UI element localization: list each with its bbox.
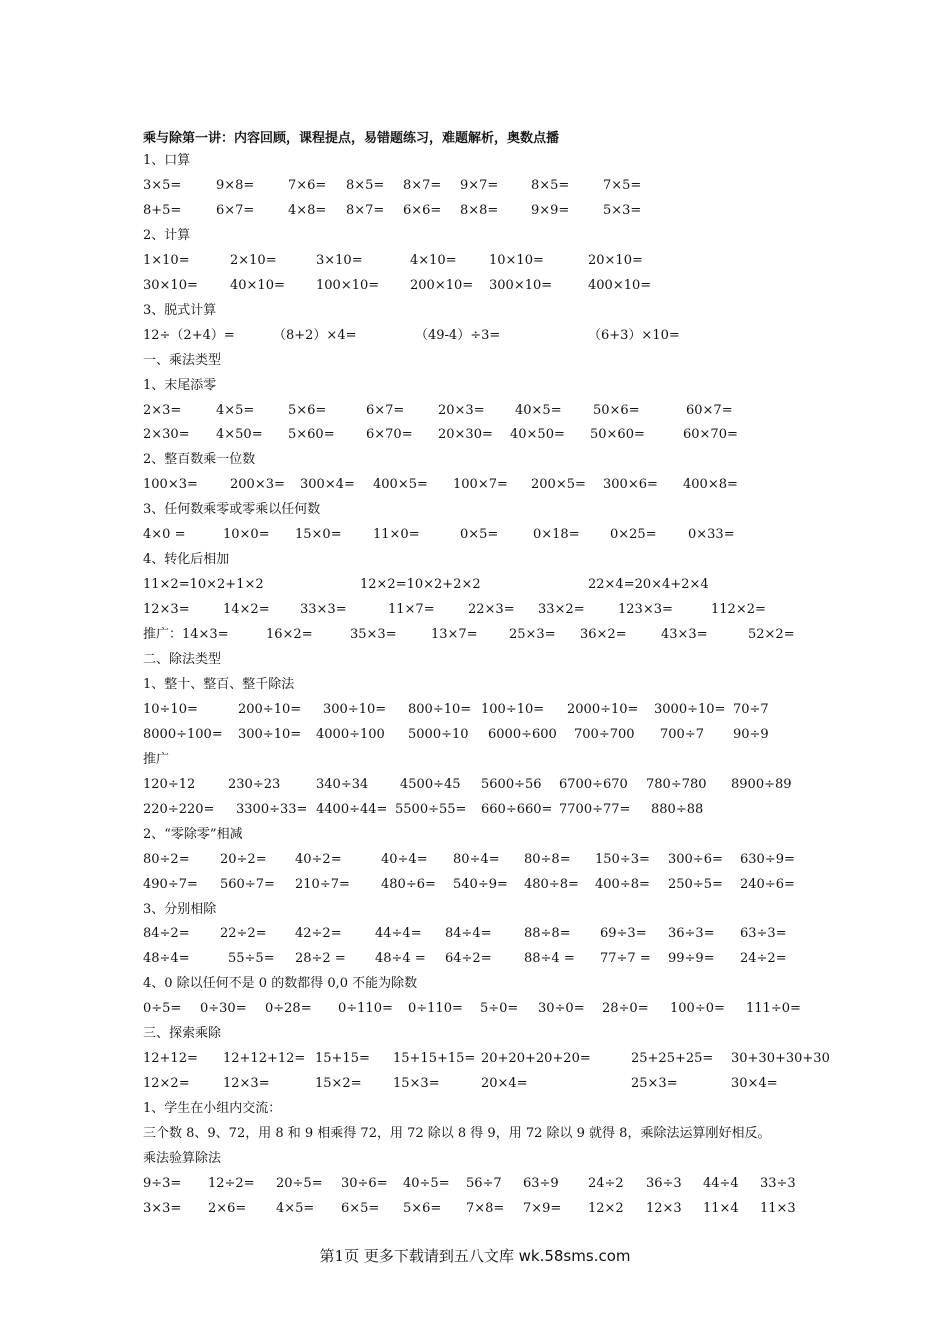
math-expression: 0×25= (610, 527, 657, 543)
math-expression: 24÷2= (740, 951, 787, 967)
math-expression: 4500÷45 (400, 776, 461, 792)
math-expression: 11×4 (703, 1200, 739, 1216)
math-expression: 200×5= (531, 477, 586, 493)
math-expression: 69÷3= (600, 926, 647, 942)
math-expression: 12×3 (646, 1200, 682, 1216)
math-expression: 16×2= (266, 627, 313, 643)
math-expression: 12×2 (588, 1200, 624, 1216)
math-expression: 50×60= (590, 427, 645, 443)
math-expression: 100÷0= (670, 1001, 725, 1017)
math-expression: 44÷4 (703, 1175, 739, 1191)
math-expression: 40÷2= (295, 851, 342, 867)
math-expression: 84÷4= (445, 926, 492, 942)
math-expression: 28÷2 = (295, 951, 346, 967)
math-expression: 5600÷56 (481, 776, 542, 792)
math-expression: 2×3= (143, 402, 182, 418)
line-text: 1、口算 (143, 153, 191, 168)
line-text: 乘法验算除法 (143, 1151, 222, 1166)
math-expression: 6×70= (366, 427, 413, 443)
math-expression: 2×30= (143, 427, 190, 443)
math-expression: 9×8= (216, 177, 255, 193)
math-expression: 42÷2= (295, 926, 342, 942)
math-expression: 30÷6= (341, 1175, 388, 1191)
math-expression: 7×6= (288, 177, 327, 193)
math-expression: 111÷0= (746, 1001, 801, 1017)
math-expression: 20+20+20+20= (481, 1051, 591, 1067)
math-expression: 8×5= (346, 177, 385, 193)
math-expression: 12÷2= (208, 1175, 255, 1191)
math-expression: 800÷10= (408, 701, 472, 717)
math-expression: 33÷3 (760, 1175, 796, 1191)
math-expression: 63÷3= (740, 926, 787, 942)
line-text: 3、分别相除 (143, 901, 217, 917)
math-expression: 3300÷33= (236, 801, 308, 817)
math-expression: 36×2= (580, 627, 627, 643)
math-expression: 52×2= (748, 627, 795, 643)
math-expression: 60×70= (683, 427, 738, 443)
math-expression: 0÷5= (143, 1001, 182, 1017)
math-expression: 15+15+15= (393, 1051, 476, 1067)
math-expression: 30×10= (143, 277, 198, 293)
math-expression: 13×7= (431, 627, 478, 643)
math-expression: 200÷10= (238, 701, 302, 717)
math-expression: 300×10= (489, 277, 553, 293)
line-text: 3、脱式计算 (143, 302, 217, 318)
math-expression: 4×8= (288, 202, 327, 218)
math-expression: 0×33= (688, 527, 735, 543)
math-expression: 8+5= (143, 202, 182, 218)
line-text: 三、探索乘除 (143, 1026, 222, 1042)
math-expression: （49-4）÷3= (415, 327, 501, 343)
math-expression: 63÷9 (523, 1175, 559, 1191)
math-expression: 10×10= (489, 252, 544, 268)
math-expression: 48÷4= (143, 951, 190, 967)
math-expression: 120÷12 (143, 776, 196, 792)
math-expression: 2×10= (230, 252, 277, 268)
math-expression: 700÷7 (660, 726, 704, 742)
math-expression: 8×8= (460, 202, 499, 218)
math-expression: 8900÷89 (731, 776, 792, 792)
line-text: 3、任何数乘零或零乘以任何数 (143, 502, 321, 518)
math-expression: 7700÷77= (559, 801, 631, 817)
math-expression: 36÷3 (646, 1175, 682, 1191)
math-expression: 70÷7 (733, 701, 769, 717)
math-expression: 9×9= (531, 202, 570, 218)
math-expression: 15×0= (295, 527, 342, 543)
math-expression: 400×10= (588, 277, 652, 293)
math-expression: 5×6= (403, 1200, 442, 1216)
math-expression: 15×2= (315, 1076, 362, 1092)
math-expression: 5500÷55= (395, 801, 467, 817)
math-expression: 80÷4= (453, 851, 500, 867)
footer-site-link[interactable]: wk.58sms.com (518, 1247, 631, 1265)
page-footer (0, 1245, 950, 1266)
math-expression: 6×6= (403, 202, 442, 218)
math-expression: 22×3= (468, 602, 515, 618)
math-expression: 880÷88 (651, 801, 704, 817)
math-expression: 12×3= (223, 1076, 270, 1092)
math-expression: 7×8= (466, 1200, 505, 1216)
math-expression: 15×3= (393, 1076, 440, 1092)
math-expression: 540÷9= (453, 876, 508, 892)
math-expression: 7×5= (603, 177, 642, 193)
math-expression: 1×10= (143, 252, 190, 268)
math-expression: 33×3= (300, 602, 347, 618)
math-expression: 22×4=20×4+2×4 (588, 577, 709, 593)
math-expression: 48÷4 = (375, 951, 426, 967)
math-expression: 200×10= (410, 277, 474, 293)
math-expression: 100×7= (453, 477, 508, 493)
math-expression: 11×3 (760, 1200, 796, 1216)
math-expression: 20×30= (438, 427, 493, 443)
math-expression: 44÷4= (375, 926, 422, 942)
math-expression: 2000÷10= (567, 701, 639, 717)
math-expression: 9×7= (460, 177, 499, 193)
math-expression: 700÷700 (574, 726, 635, 742)
math-expression: 40×10= (230, 277, 285, 293)
math-expression: 5×6= (288, 402, 327, 418)
math-expression: 60×7= (686, 402, 733, 418)
math-expression: 12×2=10×2+2×2 (360, 577, 481, 593)
math-expression: 3000÷10= (654, 701, 726, 717)
math-expression: 55÷5= (228, 951, 275, 967)
math-expression: 5÷0= (480, 1001, 519, 1017)
math-expression: 40÷4= (381, 851, 428, 867)
math-expression: 50×6= (593, 402, 640, 418)
math-expression: 780÷780 (646, 776, 707, 792)
math-expression: 6000÷600 (488, 726, 557, 742)
line-text: 1、末尾添零 (143, 377, 217, 393)
math-expression: 25×3= (509, 627, 556, 643)
math-expression: 3×3= (143, 1200, 182, 1216)
math-expression: 4×50= (216, 427, 263, 443)
math-expression: 630÷9= (740, 851, 795, 867)
math-expression: 9÷3= (143, 1175, 182, 1191)
math-expression: 4400÷44= (316, 801, 388, 817)
math-expression: 490÷7= (143, 876, 198, 892)
line-text: 1、学生在小组内交流： (143, 1101, 282, 1117)
math-expression: 80÷8= (524, 851, 571, 867)
math-expression: 99÷9= (668, 951, 715, 967)
math-expression: 8×5= (531, 177, 570, 193)
math-expression: 12+12+12= (223, 1051, 306, 1067)
math-expression: 15+15= (315, 1051, 370, 1067)
math-expression: 123×3= (618, 602, 673, 618)
footer-prefix: 第 (319, 1247, 335, 1265)
math-expression: 6700÷670 (559, 776, 628, 792)
math-expression: 12×2= (143, 1076, 190, 1092)
line-text: 2、“零除零”相减 (143, 826, 243, 842)
math-expression: 84÷2= (143, 926, 190, 942)
math-expression: 400÷8= (595, 876, 650, 892)
math-expression: 25×3= (631, 1076, 678, 1092)
math-expression: 4×10= (410, 252, 457, 268)
math-expression: 5×60= (288, 427, 335, 443)
math-expression: 30÷0= (538, 1001, 585, 1017)
math-expression: 40×5= (515, 402, 562, 418)
math-expression: 20÷2= (220, 851, 267, 867)
math-expression: 22÷2= (220, 926, 267, 942)
math-expression: 100×3= (143, 477, 198, 493)
math-expression: 12+12= (143, 1051, 198, 1067)
math-expression: 7×9= (523, 1200, 562, 1216)
math-expression: 4000÷100 (316, 726, 385, 742)
math-expression: 11×7= (388, 602, 435, 618)
math-expression: 8×7= (346, 202, 385, 218)
math-expression: 20÷5= (276, 1175, 323, 1191)
line-text: 一、乘法类型 (143, 352, 222, 368)
math-expression: 80÷2= (143, 851, 190, 867)
math-expression: 340÷34 (316, 776, 369, 792)
math-expression: 30+30+30+30 (731, 1051, 830, 1067)
math-expression: 6×7= (366, 402, 405, 418)
math-expression: 90÷9 (733, 726, 769, 742)
line-text: 三个数 8、9、72，用 8 和 9 相乘得 72，用 72 除以 8 得 9，用 72 除以 9 就得 8，乘除法运算刚好相反。 (143, 1126, 771, 1142)
math-expression: 20×4= (481, 1076, 528, 1092)
math-expression: 10÷10= (143, 701, 198, 717)
math-expression: 14×2= (223, 602, 270, 618)
footer-text: 页 更多下载请到五八文库 (344, 1247, 514, 1265)
math-expression: 11×2=10×2+1×2 (143, 577, 264, 593)
math-expression: 11×0= (373, 527, 420, 543)
math-expression: 300×4= (300, 477, 355, 493)
math-expression: 400×8= (683, 477, 738, 493)
line-text: 1、整十、整百、整千除法 (143, 676, 295, 692)
math-expression: 480÷6= (381, 876, 436, 892)
line-text: 2、整百数乘一位数 (143, 452, 256, 468)
line-text: 推广 (143, 751, 170, 767)
math-expression: 88÷8= (524, 926, 571, 942)
math-expression: 4×5= (216, 402, 255, 418)
math-expression: 30×4= (731, 1076, 778, 1092)
math-expression: 250÷5= (668, 876, 723, 892)
math-expression: 5000÷10 (408, 726, 469, 742)
math-expression: 64÷2= (445, 951, 492, 967)
line-text: 二、除法类型 (143, 652, 222, 667)
math-expression: 4×0 = (143, 527, 186, 543)
math-expression: 2×6= (208, 1200, 247, 1216)
math-expression: 100×10= (316, 277, 380, 293)
math-expression: 5×3= (603, 202, 642, 218)
math-expression: 40÷5= (403, 1175, 450, 1191)
math-expression: 560÷7= (220, 876, 275, 892)
math-expression: 3×5= (143, 177, 182, 193)
math-expression: 20×3= (438, 402, 485, 418)
math-expression: 200×3= (230, 477, 285, 493)
math-expression: 220÷220= (143, 801, 215, 817)
math-expression: 24÷2 (588, 1175, 624, 1191)
math-expression: 210÷7= (295, 876, 350, 892)
math-expression: 43×3= (661, 627, 708, 643)
math-expression: 35×3= (350, 627, 397, 643)
math-expression: 230÷23 (228, 776, 281, 792)
math-expression: 0×18= (533, 527, 580, 543)
math-expression: 0÷30= (200, 1001, 247, 1017)
math-expression: 56÷7 (466, 1175, 502, 1191)
math-expression: 0÷110= (338, 1001, 393, 1017)
math-expression: 33×2= (538, 602, 585, 618)
math-expression: 77÷7 = (600, 951, 651, 967)
line-text: 4、0 除以任何不是 0 的数都得 0,0 不能为除数 (143, 976, 418, 992)
math-expression: 25+25+25= (631, 1051, 714, 1067)
math-expression: 100÷10= (481, 701, 545, 717)
math-expression: 660÷660= (481, 801, 553, 817)
math-expression: 300×6= (603, 477, 658, 493)
math-expression: 300÷10= (323, 701, 387, 717)
line-text: 2、计算 (143, 227, 191, 243)
math-expression: 3×10= (316, 252, 363, 268)
page-title: 乘与除第一讲：内容回顾，课程提点，易错题练习，难题解析，奥数点播 (143, 131, 560, 146)
math-expression: 4×5= (276, 1200, 315, 1216)
math-expression: 6×5= (341, 1200, 380, 1216)
math-expression: 8000÷100= (143, 726, 223, 742)
math-expression: 40×50= (510, 427, 565, 443)
math-expression: （8+2）×4= (273, 327, 357, 343)
line-text: 4、转化后相加 (143, 552, 230, 568)
math-expression: 8×7= (403, 177, 442, 193)
math-expression: 300÷10= (238, 726, 302, 742)
math-expression: 0×5= (460, 527, 499, 543)
math-expression: 36÷3= (668, 926, 715, 942)
math-expression: 10×0= (223, 527, 270, 543)
footer-page-number: 1 (334, 1247, 345, 1265)
math-expression: 240÷6= (740, 876, 795, 892)
math-expression: （6+3）×10= (588, 327, 680, 343)
math-expression: 88÷4 = (524, 951, 575, 967)
math-expression: 150÷3= (595, 851, 650, 867)
math-expression: 0÷28= (265, 1001, 312, 1017)
math-expression: 20×10= (588, 252, 643, 268)
math-expression: 28÷0= (602, 1001, 649, 1017)
math-expression: 400×5= (373, 477, 428, 493)
math-expression: 112×2= (711, 602, 766, 618)
math-expression: 6×7= (216, 202, 255, 218)
math-expression: 480÷8= (524, 876, 579, 892)
math-expression: 12×3= (143, 602, 190, 618)
math-expression: 推广：14×3= (143, 627, 229, 643)
math-expression: 12÷（2+4）= (143, 327, 235, 343)
math-expression: 0÷110= (408, 1001, 463, 1017)
math-expression: 300÷6= (668, 851, 723, 867)
